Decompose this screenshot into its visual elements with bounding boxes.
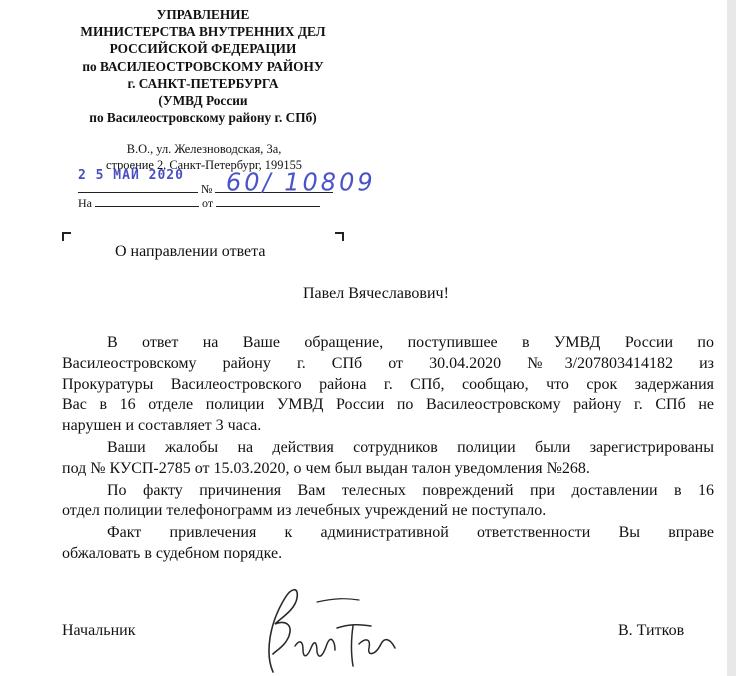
paragraph-2 (62, 438, 714, 480)
incoming-date-blank (216, 196, 320, 207)
page-edge-shadow (727, 0, 736, 676)
letterhead-line: г. САНКТ-ПЕТЕРБУРГА (127, 75, 279, 91)
registration-row-incoming (78, 196, 320, 211)
paragraph-4 (62, 523, 714, 565)
letterhead-line: УПРАВЛЕНИЕ (156, 7, 250, 22)
address-line: строение 2, Санкт-Петербург, 199155 (106, 158, 302, 172)
handwritten-signature (255, 584, 405, 676)
text-line: Вас в 16 отделе полиции УМВД России по Василеостровскому району г. СПб не (62, 396, 714, 414)
on-label: На (78, 196, 92, 210)
text-line: Факт привлечения к административной ответственности Вы вправе (107, 524, 714, 542)
paragraph-1 (62, 333, 714, 437)
from-label: от (202, 196, 214, 210)
letterhead-line: по ВАСИЛЕОСТРОВСКОМУ РАЙОНУ (82, 58, 324, 74)
date-blank (78, 182, 198, 193)
salutation: Павел Вячеславович! (303, 285, 449, 302)
incoming-number-blank (95, 196, 199, 207)
text-line: Прокуратуры Василеостровского района г. СПб, сообщаю, что срок задержания (62, 375, 714, 393)
letter-subject: О направлении ответа (115, 243, 266, 260)
letterhead-line: МИНИСТЕРСТВА ВНУТРЕННИХ ДЕЛ (80, 24, 326, 40)
text-line: Ваши жалобы на действия сотрудников полиции были зарегистрированы (107, 438, 714, 456)
subject-bracket-left (62, 232, 71, 241)
paragraph-3 (62, 481, 714, 523)
letterhead-line: РОССИЙСКОЙ ФЕДЕРАЦИИ (109, 41, 297, 57)
address-line: В.О., ул. Железноводская, 3а, (126, 142, 282, 156)
handwritten-registration-number: 60/ 10809 (226, 167, 376, 197)
text-line: отдел полиции телефонограмм из лечебных учреждений не поступало. (62, 502, 547, 520)
text-line: В ответ на Ваше обращение, поступившее в УМВД России по (107, 334, 714, 351)
text-line: обжаловать в судебном порядке. (62, 544, 283, 562)
letterhead-line: по Василеостровскому району г. СПб) (89, 110, 317, 126)
text-line: под № КУСП-2785 от 15.03.2020, о чем был выдан талон уведомления №268. (62, 459, 590, 477)
text-line: нарушен и составляет 3 часа. (62, 417, 262, 435)
letterhead (58, 6, 348, 126)
signatory-name: В. Титков (618, 622, 685, 639)
text-line: По факту причинения Вам телесных повреждений при доставлении в 16 (107, 481, 714, 499)
signatory-position: Начальник (62, 622, 136, 639)
text-line: Василеостровскому району г. СПб от 30.04.2020 №3/207803414182 из (62, 354, 714, 372)
letterhead-line: (УМВД России (158, 93, 248, 109)
date-stamp: 2 5 МАЙ 2020 (78, 168, 184, 183)
subject-bracket-right (335, 232, 344, 241)
number-sign-label: № (201, 182, 213, 196)
letter-body (62, 333, 714, 566)
